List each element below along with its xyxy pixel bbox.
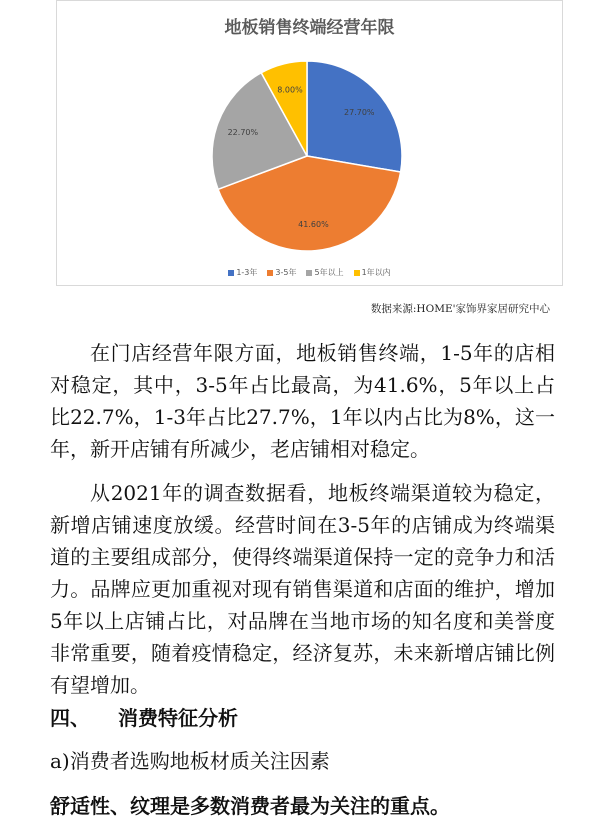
legend-swatch-2 (306, 270, 312, 276)
chart-legend (57, 267, 562, 278)
key-finding: 舒适性、纹理是多数消费者最为关注的重点。 (50, 794, 450, 818)
legend-swatch-3 (354, 270, 360, 276)
pie-label-2: 22.70% (227, 128, 259, 138)
legend-label-2: 5年以上 (314, 268, 344, 277)
legend-item-1 (267, 267, 296, 278)
subsection-heading: a)消费者选购地板材质关注因素 (50, 749, 330, 773)
legend-swatch-0 (228, 270, 234, 276)
paragraph-1: 在门店经营年限方面，地板销售终端，1-5年的店相对稳定，其中，3-5年占比最高，为41.6%，5年以上占比22.7%，1-3年占比27.7%，1年以内占比为8%，这一年，新开店铺有所减少，老店铺相对稳定。 (50, 341, 555, 461)
legend-swatch-1 (267, 270, 273, 276)
source-note: 数据来源:HOME'家饰界家居研究中心 (370, 303, 550, 315)
paragraph-2: 从2021年的调查数据看，地板终端渠道较为稳定，新增店铺速度放缓。经营时间在3-5年的店铺成为终端渠道的主要组成部分，使得终端渠道保持一定的竞争力和活力。品牌应更加重视对现有销售渠道和店面的维护，增加5年以上店铺占比，对品牌在当地市场的知名度和美誉度非常重要，随着疫情稳定，经济复苏，未来新增店铺比例有望增加。 (50, 481, 555, 697)
legend-label-0: 1-3年 (236, 268, 258, 277)
legend-label-1: 3-5年 (275, 268, 297, 277)
pie-label-1: 41.60% (298, 220, 329, 230)
legend-item-3 (354, 267, 391, 278)
chart-title: 地板销售终端经营年限 (224, 18, 395, 38)
legend-item-0 (228, 267, 257, 278)
pie-label-0: 27.70% (344, 107, 375, 117)
legend-label-3: 1年以内 (361, 268, 391, 277)
section-heading (50, 702, 238, 731)
legend-item-2 (306, 267, 343, 278)
pie-chart-panel (56, 0, 563, 286)
pie-label-3: 8.00% (277, 85, 303, 95)
pie-chart (57, 1, 564, 287)
section-title: 消费特征分析 (118, 706, 238, 730)
section-number: 四、 (50, 706, 90, 730)
